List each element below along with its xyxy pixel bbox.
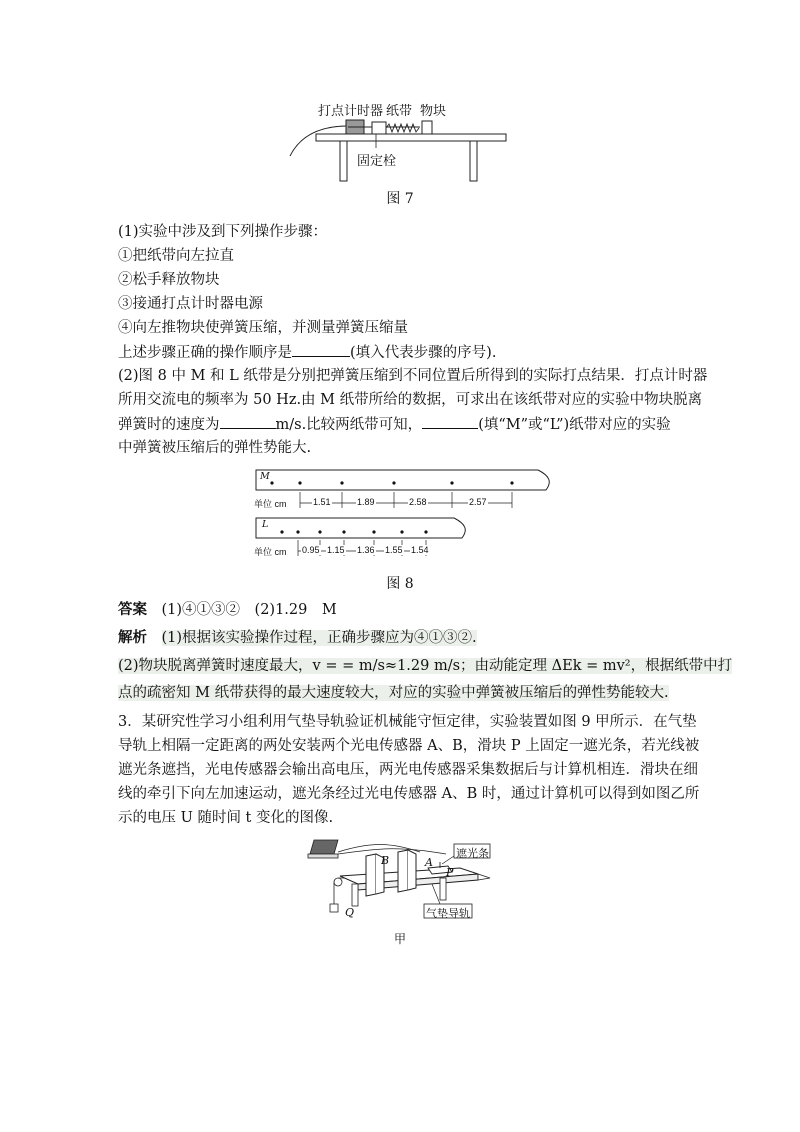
l-gap-1: 0.95 [302, 545, 320, 555]
order-blank[interactable] [292, 342, 350, 357]
track-label: 气垫导轨 [426, 907, 470, 920]
bolt-label: 固定栓 [357, 154, 397, 169]
analysis-line-2 [118, 656, 733, 676]
velocity-blank[interactable] [220, 414, 276, 429]
analysis-label: 解析 [118, 630, 147, 646]
tape-label: 纸带 [386, 104, 413, 119]
part2-line-3c: (填“M”或“L”)纸带对应的实验 [478, 417, 671, 433]
tape-choice-blank[interactable] [422, 414, 478, 429]
q3-line-3: 遮光条遮挡，光电传感器会输出高电压，两光电传感器采集数据后与计算机相连．滑块在细 [118, 762, 698, 778]
weight-q-label: Q [345, 906, 355, 919]
q3-line-5: 示的电压 U 随时间 t 变化的图像. [118, 810, 334, 826]
figure-9-caption: 甲 [393, 932, 406, 946]
tape-l-label: L [262, 519, 269, 530]
strip-label: 遮光条 [456, 847, 489, 860]
m-gap-3: 2.58 [409, 497, 427, 507]
part2-line-3a: 弹簧时的速度为 [118, 417, 220, 433]
q3-line-1: 3．某研究性学习小组利用气垫导轨验证机械能守恒定律，实验装置如图 9 甲所示．在气垫 [118, 714, 697, 730]
l-gap-5: 1.54 [411, 545, 429, 555]
order-question-text: 上述步骤正确的操作顺序是 [118, 345, 292, 361]
part1-intro: (1)实验中涉及到下列操作步骤： [118, 224, 328, 240]
answer-line [118, 600, 688, 620]
part2-line-4: 中弹簧被压缩后的弹性势能大. [118, 440, 312, 456]
part2-line-3b: m/s.比较两纸带可知， [275, 417, 423, 433]
l-gap-4: 1.55 [385, 545, 403, 555]
paper-tapes-diagram [250, 466, 560, 558]
block-label: 物块 [420, 104, 447, 119]
tape-m-label: M [260, 471, 270, 482]
figure-7-caption: 图 7 [386, 191, 414, 207]
q3-line-2: 导轨上相隔一定距离的两处安装两个光电传感器 A、B，滑块 P 上固定一遮光条，若光线被 [118, 738, 700, 754]
analysis-text-2: (2)物块脱离弹簧时速度最大，v = = m/s≈1.29 m/s；由动能定理 ΔEk = mv²，根据纸带中打 [118, 658, 733, 674]
analysis-text-3: 点的疏密知 M 纸带获得的最大速度较大，对应的实验中弹簧被压缩后的弹性势能较大. [118, 685, 669, 701]
m-gap-4: 2.57 [469, 497, 487, 507]
analysis-line-3 [118, 683, 688, 703]
part2-line-2: 所用交流电的频率为 50 Hz.由 M 纸带所给的数据，可求出在该纸带对应的实验中物块脱离 [118, 392, 703, 408]
q3-line-4: 线的牵引下向左加速运动，遮光条经过光电传感器 A、B 时，通过计算机可以得到如图乙所 [118, 786, 700, 802]
step-1: ①把纸带向左拉直 [118, 248, 234, 264]
order-question [118, 342, 688, 363]
step-3: ③接通打点计时器电源 [118, 296, 263, 312]
answer-label: 答案 [118, 602, 147, 618]
l-gap-3: 1.36 [357, 545, 375, 555]
l-gap-2: 1.15 [327, 545, 345, 555]
step-4: ④向左推物块使弹簧压缩，并测量弹簧压缩量 [118, 320, 408, 336]
order-question-hint: (填入代表步骤的序号). [350, 345, 497, 361]
analysis-line-1 [118, 628, 688, 648]
step-2: ②松手释放物块 [118, 272, 220, 288]
analysis-text-1: (1)根据该实验操作过程，正确步骤应为④①③②. [161, 630, 477, 646]
sensor-a-label: A [425, 856, 433, 869]
tape-m-unit: 单位 cm [254, 499, 287, 509]
figure-8-caption: 图 8 [386, 576, 414, 592]
slider-p-label: P [446, 866, 454, 879]
m-gap-2: 1.89 [357, 497, 375, 507]
m-gap-1: 1.51 [313, 497, 331, 507]
part2-line-1: (2)图 8 中 M 和 L 纸带是分别把弹簧压缩到不同位置后所得到的实际打点结果．打点计时器 [118, 368, 708, 384]
tape-l-unit: 单位 cm [254, 547, 287, 557]
timer-label: 打点计时器 [318, 104, 384, 119]
part2-line-3 [118, 414, 688, 435]
answer-text: (1)④①③② (2)1.29 M [161, 602, 337, 618]
sensor-b-label: B [381, 854, 390, 867]
